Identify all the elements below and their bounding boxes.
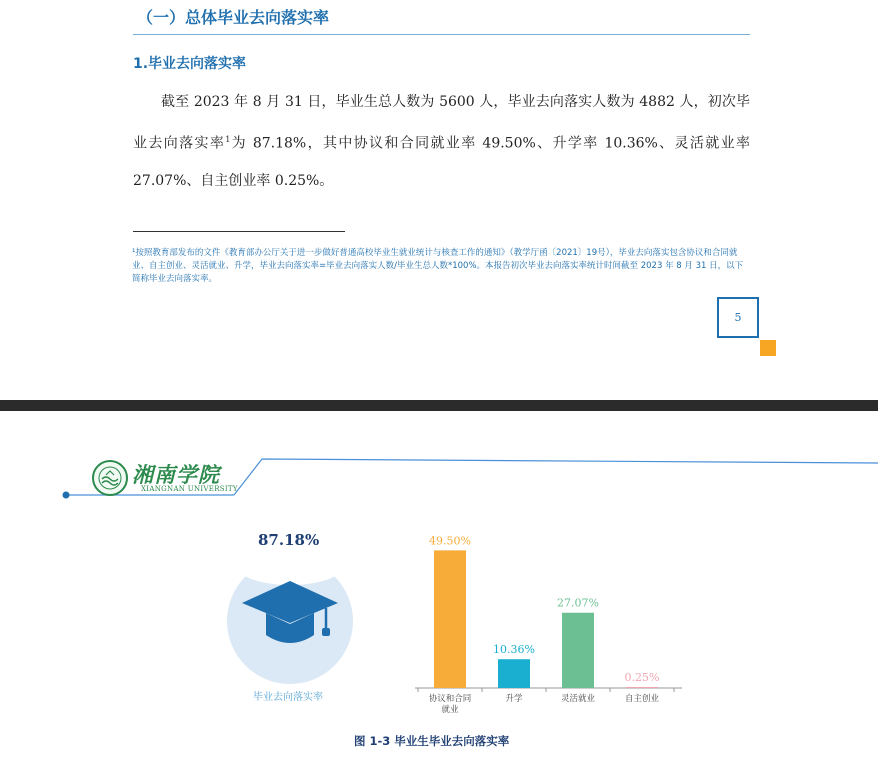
bar-3: [562, 613, 594, 688]
bar-2: [498, 659, 530, 688]
university-logo-emblem: [92, 460, 128, 496]
overall-rate-label: 毕业去向落实率: [253, 692, 323, 703]
footnote-marker: 1: [225, 135, 231, 144]
paragraph-text-part1: 截至 2023 年 8 月 31 日，毕业生总人数为 5600 人，毕业去向落实人数为 4882 人，初次毕业去向落实率: [133, 94, 750, 152]
footnote-divider: [133, 231, 345, 232]
bar-chart: [400, 525, 700, 720]
paragraph-text-part2: 为 87.18%，其中协议和合同就业率 49.50%、升学率 10.36%、灵活就业率 27.07%、自主创业率 0.25%。: [133, 135, 751, 189]
category-label-4: 自主创业: [624, 694, 660, 704]
body-paragraph: [133, 84, 750, 200]
bar-1: [434, 550, 466, 688]
bar-value-label-3: 27.07%: [557, 596, 599, 610]
overall-rate-value: 87.18%: [258, 531, 320, 549]
footnote-text: ¹按照教育部发布的文件《教育部办公厅关于进一步做好普通高校毕业生就业统计与核查工作的通知》（教学厅函〔2021〕19号），毕业去向落实包含协议和合同就业、自主创业、灵活就业、升学，毕业去向落实率=毕业去向落实人数/毕业生总人数*100%。本报告初次毕业去向落实率统计时间截至 2023 年 8 月 31 日，以下简称毕业去向落实率。: [132, 248, 744, 284]
category-label-1-line2: 就业: [441, 705, 459, 715]
university-name-en: XIANGNAN UNIVERSITY: [141, 485, 238, 493]
section-divider: [133, 34, 750, 35]
section-title: （一）总体毕业去向落实率: [137, 8, 330, 27]
graduation-cap-icon: [226, 553, 356, 685]
bar-value-label-1: 49.50%: [429, 534, 471, 548]
page-number: 5: [717, 297, 759, 338]
subsection-title: 1.毕业去向落实率: [133, 56, 247, 72]
category-label-1-line1: 协议和合同: [428, 694, 472, 704]
bar-4: [626, 687, 658, 688]
bar-value-label-2: 10.36%: [493, 643, 535, 657]
university-name-cn: 湘南学院: [132, 462, 220, 487]
category-label-3: 灵活就业: [560, 694, 596, 704]
page-separator: [0, 400, 878, 411]
emblem-icon: [97, 465, 123, 491]
bar-value-label-4: 0.25%: [624, 671, 660, 684]
category-label-2: 升学: [505, 694, 523, 704]
page-corner-square: [760, 340, 776, 356]
figure-caption: 图 1-3 毕业生毕业去向落实率: [354, 734, 510, 748]
